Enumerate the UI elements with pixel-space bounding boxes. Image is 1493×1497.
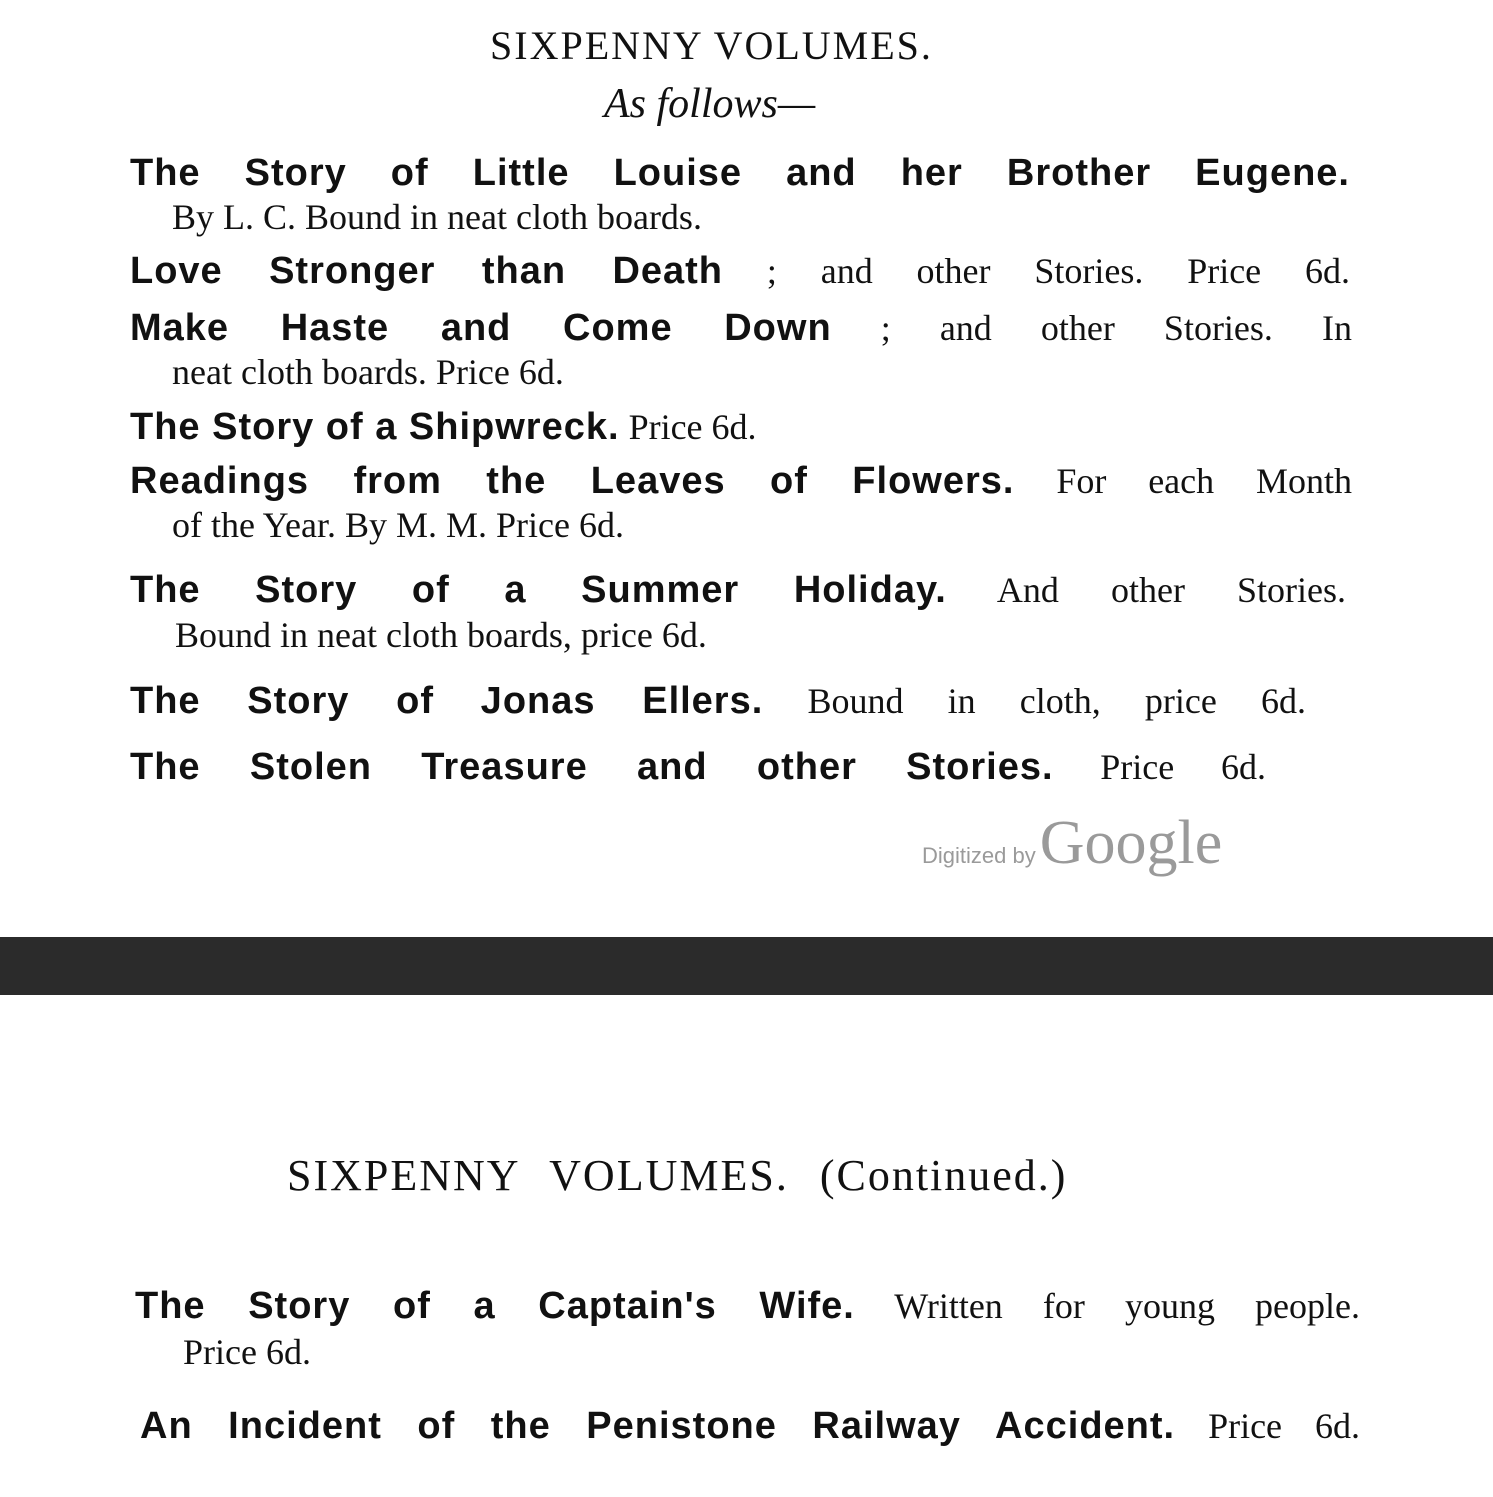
entry-title: The Story of a Captain's Wife. xyxy=(135,1285,855,1327)
entry-title: The Stolen Treasure and other Stories. xyxy=(130,746,1054,788)
catalog-entry-continuation xyxy=(172,194,702,240)
page-subtitle: As follows— xyxy=(604,81,816,127)
entry-title: The Story of Jonas Ellers. xyxy=(130,680,764,722)
entry-details: ; and other Stories. In xyxy=(831,308,1352,348)
entry-details: ; and other Stories. Price 6d. xyxy=(723,251,1351,291)
catalog-entry xyxy=(130,305,1352,351)
catalog-entry-continuation xyxy=(183,1329,311,1375)
entry-title: Love Stronger than Death xyxy=(130,250,724,292)
entry-title: An Incident of the Penistone Railway Accident. xyxy=(140,1405,1176,1447)
entry-details: neat cloth boards. Price 6d. xyxy=(172,352,564,392)
entry-details: And other Stories. xyxy=(946,570,1346,610)
catalog-entry xyxy=(130,150,1350,196)
entry-details: Price 6d. xyxy=(1053,747,1266,787)
entry-details: Price 6d. xyxy=(183,1332,311,1372)
page-title: SIXPENNY VOLUMES. (Continued.) xyxy=(287,1151,1068,1200)
digitized-by-google-watermark xyxy=(922,808,1222,879)
entry-details: By L. C. Bound in neat cloth boards. xyxy=(172,197,702,237)
entry-title: The Story of Little Louise and her Brother Eugene. xyxy=(130,152,1350,194)
catalog-entry xyxy=(130,248,1350,294)
entry-details: Bound in neat cloth boards, price 6d. xyxy=(175,615,707,655)
entry-details: Written for young people. xyxy=(854,1286,1360,1326)
catalog-entry xyxy=(130,404,757,450)
entry-details: Bound in cloth, price 6d. xyxy=(763,681,1306,721)
catalog-entry xyxy=(130,744,1266,790)
catalog-entry xyxy=(130,458,1352,504)
entry-title: Readings from the Leaves of Flowers. xyxy=(130,460,1015,502)
google-logo-text: Google xyxy=(1039,809,1223,877)
catalog-entry xyxy=(130,678,1306,724)
catalog-entry xyxy=(140,1403,1360,1449)
page-bottom xyxy=(0,995,1493,1497)
page-title: SIXPENNY VOLUMES. xyxy=(490,23,933,68)
watermark-prefix: Digitized by xyxy=(922,843,1036,868)
entry-title: Make Haste and Come Down xyxy=(130,307,832,349)
catalog-entry-continuation xyxy=(172,349,564,395)
entry-title: The Story of a Summer Holiday. xyxy=(130,569,947,611)
catalog-entry-continuation xyxy=(172,502,624,548)
entry-details: of the Year. By M. M. Price 6d. xyxy=(172,505,624,545)
entry-details: For each Month xyxy=(1014,461,1352,501)
page-separator xyxy=(0,937,1493,995)
catalog-entry-continuation xyxy=(175,612,707,658)
catalog-entry xyxy=(135,1283,1360,1329)
catalog-entry xyxy=(130,567,1346,613)
entry-details: Price 6d. xyxy=(1175,1406,1360,1446)
entry-details: Price 6d. xyxy=(619,407,757,447)
entry-title: The Story of a Shipwreck. xyxy=(130,406,620,448)
